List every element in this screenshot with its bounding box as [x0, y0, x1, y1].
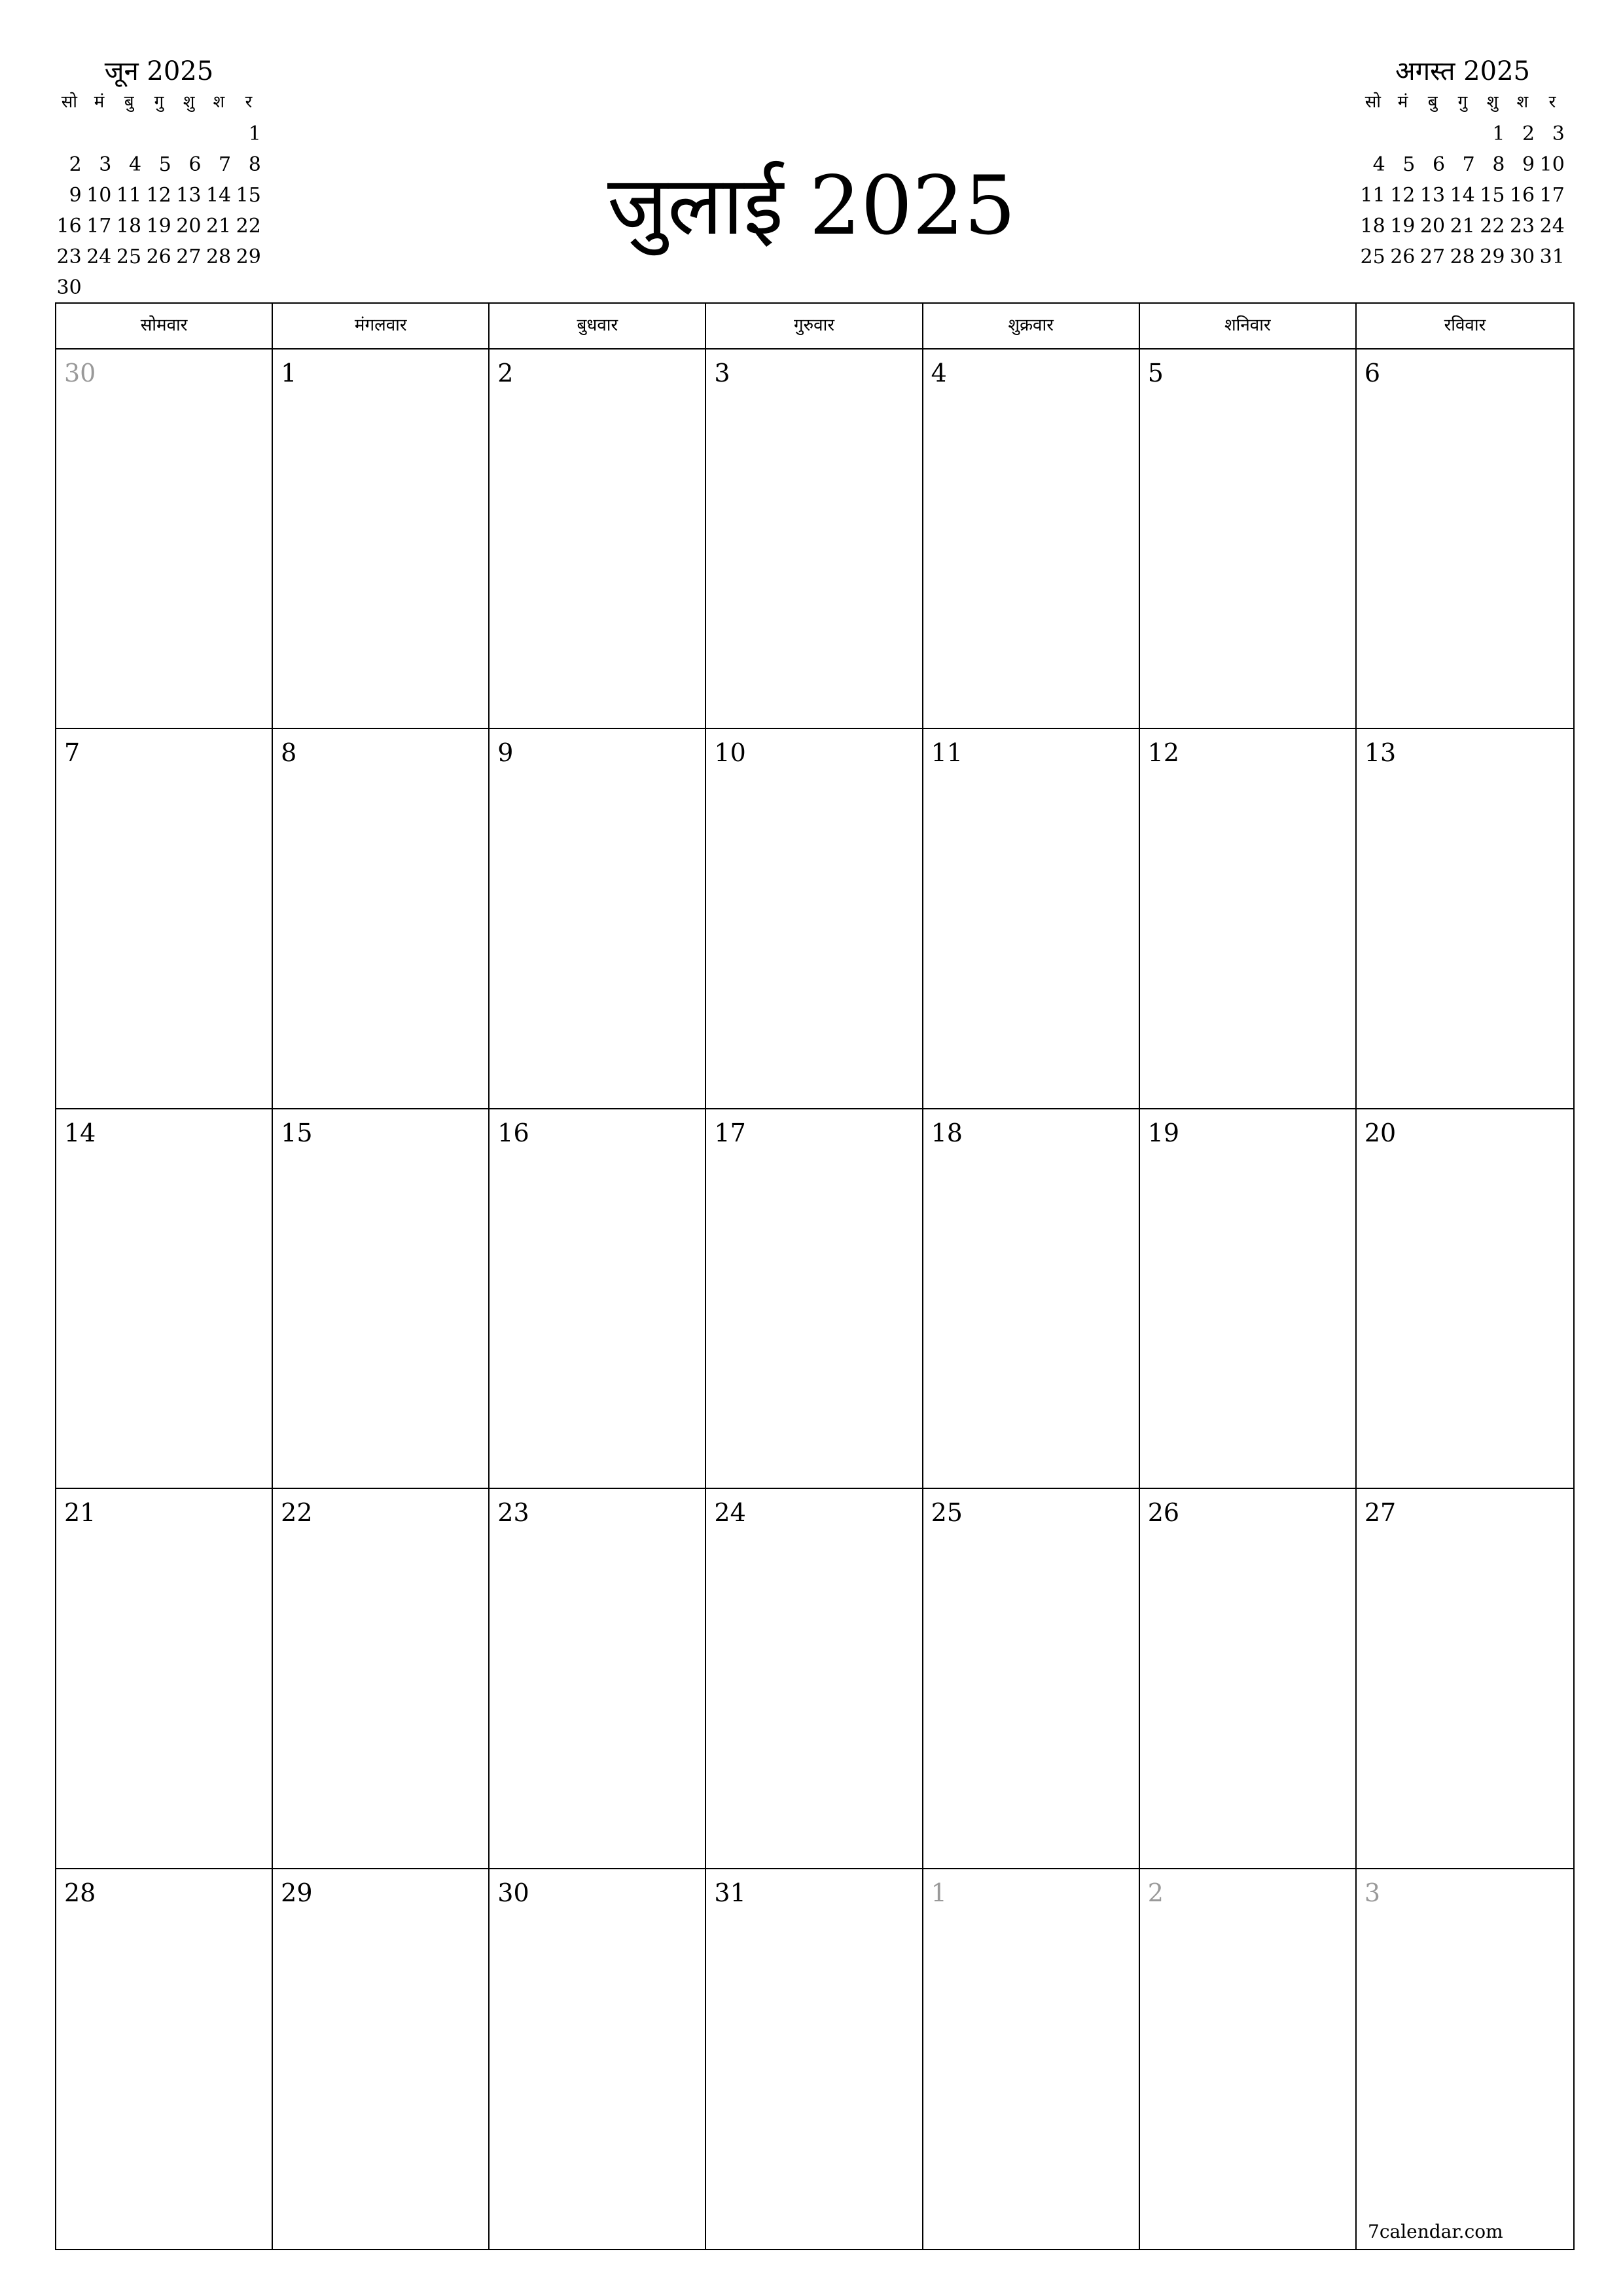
mini-day: 28 — [205, 245, 232, 268]
day-number: 13 — [1364, 738, 1397, 768]
mini-day: 4 — [1372, 153, 1385, 176]
day-number: 15 — [281, 1118, 313, 1147]
weekday-header: शुक्रवार — [923, 304, 1140, 350]
mini-weekday-label: र — [245, 92, 253, 112]
day-number: 2 — [1147, 1878, 1164, 1907]
mini-day: 18 — [116, 215, 142, 238]
day-cell[interactable] — [273, 1489, 490, 1869]
mini-day: 26 — [146, 245, 171, 268]
day-number: 7 — [64, 738, 80, 768]
day-cell[interactable] — [56, 729, 273, 1109]
day-number: 10 — [714, 738, 746, 768]
mini-day: 23 — [56, 245, 82, 268]
day-cell[interactable] — [490, 729, 706, 1109]
mini-day: 11 — [116, 184, 142, 207]
day-cell[interactable] — [1140, 350, 1357, 729]
mini-day: 21 — [1450, 215, 1475, 238]
mini-day: 30 — [1509, 245, 1535, 268]
mini-day: 28 — [1450, 245, 1475, 268]
mini-day: 18 — [1360, 215, 1385, 238]
day-cell[interactable] — [490, 1489, 706, 1869]
mini-day: 27 — [1419, 245, 1446, 268]
mini-day: 8 — [248, 153, 261, 176]
mini-day: 26 — [1390, 245, 1416, 268]
day-number: 1 — [281, 359, 297, 387]
day-number: 4 — [931, 359, 947, 387]
day-number: 9 — [497, 738, 514, 768]
mini-day: 11 — [1360, 184, 1385, 207]
page-title: जुलाई 2025 — [607, 159, 1016, 253]
day-number: 3 — [1364, 1878, 1381, 1907]
day-number: 30 — [497, 1878, 529, 1907]
day-number: 16 — [497, 1118, 529, 1147]
mini-calendar-title: जून 2025 — [104, 56, 214, 86]
day-cell[interactable] — [490, 350, 706, 729]
mini-day: 14 — [1450, 184, 1475, 207]
mini-day: 27 — [176, 245, 202, 268]
day-cell[interactable] — [1357, 1869, 1573, 2249]
mini-day: 19 — [146, 215, 171, 238]
mini-weekday-label: बु — [1427, 92, 1438, 112]
mini-weekday-label: शु — [183, 92, 195, 112]
mini-day: 24 — [1539, 215, 1565, 238]
weekday-header: बुधवार — [490, 304, 706, 350]
mini-day: 9 — [1522, 153, 1535, 176]
day-number: 31 — [714, 1878, 746, 1907]
day-number: 28 — [64, 1878, 96, 1907]
mini-day: 15 — [1480, 184, 1505, 207]
mini-day: 30 — [56, 276, 82, 299]
day-number: 18 — [931, 1118, 963, 1147]
mini-weekday-label: श — [1516, 92, 1529, 112]
day-number: 3 — [714, 359, 730, 387]
mini-day: 13 — [176, 184, 202, 207]
day-number: 23 — [497, 1498, 529, 1528]
mini-day: 8 — [1492, 153, 1505, 176]
day-cell[interactable] — [706, 350, 923, 729]
day-cell[interactable] — [56, 1489, 273, 1869]
day-cell[interactable] — [706, 1109, 923, 1489]
mini-day: 17 — [86, 215, 112, 238]
mini-day: 4 — [128, 153, 142, 176]
day-cell[interactable] — [1140, 1109, 1357, 1489]
day-number: 21 — [64, 1498, 96, 1528]
day-cell[interactable] — [273, 729, 490, 1109]
mini-day: 15 — [236, 184, 261, 207]
mini-calendar-title: अगस्त 2025 — [1395, 56, 1530, 86]
mini-day: 10 — [1539, 153, 1565, 176]
mini-day: 5 — [1402, 153, 1416, 176]
day-number: 2 — [497, 359, 514, 387]
mini-calendar-grid — [1358, 88, 1567, 272]
mini-day: 3 — [99, 153, 112, 176]
day-cell[interactable] — [706, 729, 923, 1109]
mini-day: 22 — [236, 215, 261, 238]
mini-day: 19 — [1390, 215, 1416, 238]
day-cell[interactable] — [1140, 1869, 1357, 2249]
day-cell[interactable] — [1357, 1109, 1573, 1489]
day-cell[interactable] — [1357, 729, 1573, 1109]
day-number: 20 — [1364, 1118, 1397, 1147]
day-cell[interactable] — [490, 1869, 706, 2249]
day-cell[interactable] — [923, 1109, 1140, 1489]
mini-day: 2 — [1522, 122, 1535, 145]
mini-day: 2 — [69, 153, 82, 176]
mini-day: 6 — [1432, 153, 1446, 176]
mini-day: 13 — [1419, 184, 1446, 207]
day-number: 12 — [1147, 738, 1180, 768]
mini-day: 20 — [176, 215, 202, 238]
weekday-header: मंगलवार — [273, 304, 490, 350]
day-cell[interactable] — [1357, 1489, 1573, 1869]
day-number: 11 — [931, 738, 963, 768]
weekday-header: शनिवार — [1140, 304, 1357, 350]
mini-day: 17 — [1539, 184, 1565, 207]
day-number: 22 — [281, 1498, 313, 1528]
mini-weekday-label: सो — [1364, 92, 1381, 112]
day-number: 30 — [64, 359, 96, 387]
mini-day: 31 — [1539, 245, 1565, 268]
mini-weekday-label: र — [1548, 92, 1556, 112]
day-number: 25 — [931, 1498, 963, 1528]
day-number: 14 — [64, 1118, 96, 1147]
day-cell[interactable] — [56, 1869, 273, 2249]
day-cell[interactable] — [273, 1109, 490, 1489]
day-number: 5 — [1147, 359, 1164, 387]
day-cell[interactable] — [706, 1869, 923, 2249]
mini-day: 1 — [248, 122, 261, 145]
day-cell[interactable] — [56, 1109, 273, 1489]
mini-day: 22 — [1480, 215, 1505, 238]
mini-day: 24 — [86, 245, 112, 268]
day-number: 19 — [1147, 1118, 1180, 1147]
day-number: 8 — [281, 738, 297, 768]
mini-day: 29 — [236, 245, 261, 268]
weekday-header: गुरुवार — [706, 304, 923, 350]
mini-day: 21 — [205, 215, 232, 238]
day-cell[interactable] — [56, 350, 273, 729]
day-cell[interactable] — [923, 350, 1140, 729]
mini-day: 20 — [1419, 215, 1446, 238]
day-cell[interactable] — [273, 1869, 490, 2249]
day-number: 29 — [281, 1878, 313, 1907]
mini-weekday-label: गु — [154, 92, 164, 112]
day-cell[interactable] — [1140, 1489, 1357, 1869]
mini-day: 5 — [158, 153, 171, 176]
mini-weekday-label: श — [213, 92, 225, 112]
mini-day: 1 — [1492, 122, 1505, 145]
day-number: 1 — [931, 1878, 947, 1907]
mini-day: 10 — [86, 184, 112, 207]
day-cell[interactable] — [1357, 350, 1573, 729]
day-number: 17 — [714, 1118, 746, 1147]
mini-weekday-label: बु — [124, 92, 134, 112]
mini-day: 23 — [1509, 215, 1535, 238]
mini-day: 25 — [116, 245, 142, 268]
footer-website: 7calendar.com — [1368, 2221, 1503, 2242]
day-number: 6 — [1364, 359, 1381, 387]
day-number: 24 — [714, 1498, 746, 1528]
mini-day: 16 — [56, 215, 82, 238]
mini-weekday-label: गु — [1457, 92, 1468, 112]
day-cell[interactable] — [490, 1109, 706, 1489]
mini-day: 29 — [1480, 245, 1505, 268]
day-cell[interactable] — [273, 350, 490, 729]
mini-weekday-label: मं — [94, 92, 105, 112]
mini-day: 7 — [219, 153, 232, 176]
day-cell[interactable] — [923, 729, 1140, 1109]
mini-weekday-label: मं — [1397, 92, 1408, 112]
day-number: 27 — [1364, 1498, 1397, 1528]
mini-day: 7 — [1462, 153, 1475, 176]
mini-day: 6 — [188, 153, 202, 176]
mini-day: 9 — [69, 184, 82, 207]
mini-day: 16 — [1509, 184, 1535, 207]
day-number: 26 — [1147, 1498, 1180, 1528]
mini-weekday-label: शु — [1486, 92, 1499, 112]
weekday-header: सोमवार — [56, 304, 273, 350]
mini-day: 25 — [1360, 245, 1385, 268]
month-grid — [55, 302, 1575, 2250]
mini-day: 3 — [1552, 122, 1565, 145]
mini-day: 12 — [146, 184, 171, 207]
day-cell[interactable] — [1140, 729, 1357, 1109]
day-cell[interactable] — [923, 1869, 1140, 2249]
mini-day: 12 — [1390, 184, 1416, 207]
day-cell[interactable] — [923, 1489, 1140, 1869]
mini-day: 14 — [205, 184, 232, 207]
weekday-header: रविवार — [1357, 304, 1573, 350]
mini-calendar-next-month — [1358, 55, 1567, 272]
day-cell[interactable] — [706, 1489, 923, 1869]
mini-weekday-label: सो — [61, 92, 77, 112]
